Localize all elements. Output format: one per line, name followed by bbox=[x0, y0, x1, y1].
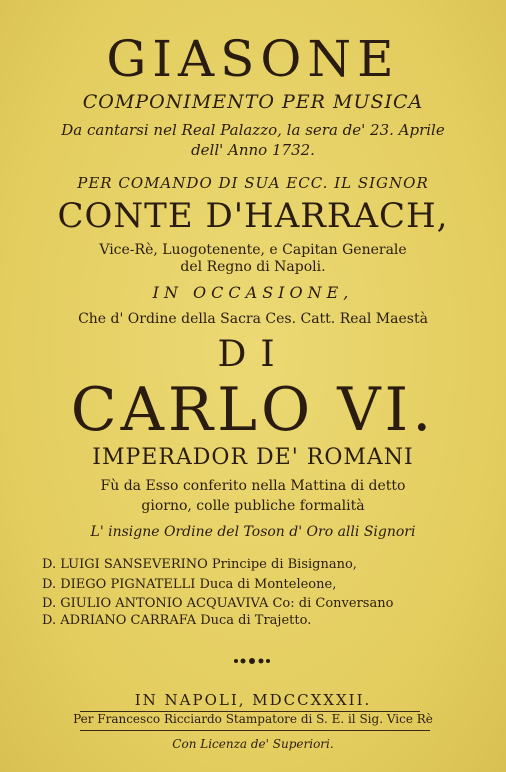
patron-name: CONTE D'HARRACH, bbox=[57, 196, 449, 236]
imprint-printer: Per Francesco Ricciardo Stampatore di S. E. il Sig. Vice Rè bbox=[73, 712, 433, 726]
occasion-heading: IN OCCASIONE, bbox=[152, 283, 354, 302]
occasion-line-3: giorno, colle publiche formalità bbox=[141, 498, 365, 514]
imprint-license: Con Licenza de' Superiori. bbox=[172, 737, 334, 751]
patron-role-line-2: del Regno di Napoli. bbox=[180, 259, 326, 275]
occasion-line-2: Fù da Esso conferito nella Mattina di detto bbox=[100, 478, 406, 494]
knight-entry: D. DIEGO PIGNATELLI Duca di Monteleone, bbox=[42, 577, 337, 592]
emperor-title: IMPERADOR DE' ROMANI bbox=[92, 445, 414, 470]
subtitle: COMPONIMENTO PER MUSICA bbox=[82, 91, 424, 113]
performance-line-2: dell' Anno 1732. bbox=[191, 141, 315, 159]
order-line: L' insigne Ordine del Toson d' Oro alli Signori bbox=[90, 524, 416, 540]
patron-role-line-1: Vice-Rè, Luogotenente, e Capitan Generale bbox=[99, 242, 407, 258]
di-heading: DI bbox=[217, 334, 289, 375]
emperor-name: CARLO VI. bbox=[70, 375, 436, 445]
ornament-icon bbox=[232, 656, 272, 666]
occasion-line: Che d' Ordine della Sacra Ces. Catt. Real Maestà bbox=[78, 311, 428, 327]
knight-entry: D. GIULIO ANTONIO ACQUAVIVA Co: di Conversano bbox=[42, 596, 394, 611]
divider bbox=[80, 730, 430, 731]
performance-line-1: Da cantarsi nel Real Palazzo, la sera de' 23. Aprile bbox=[61, 121, 445, 139]
imprint-place-date: IN NAPOLI, MDCCXXXII. bbox=[134, 691, 372, 709]
by-command-line: PER COMANDO DI SUA ECC. IL SIGNOR bbox=[77, 174, 429, 192]
knight-entry: D. ADRIANO CARRAFA Duca di Trajetto. bbox=[42, 613, 312, 628]
knight-entry: D. LUIGI SANSEVERINO Principe di Bisignano, bbox=[42, 557, 357, 572]
page-title: GIASONE bbox=[106, 30, 400, 88]
